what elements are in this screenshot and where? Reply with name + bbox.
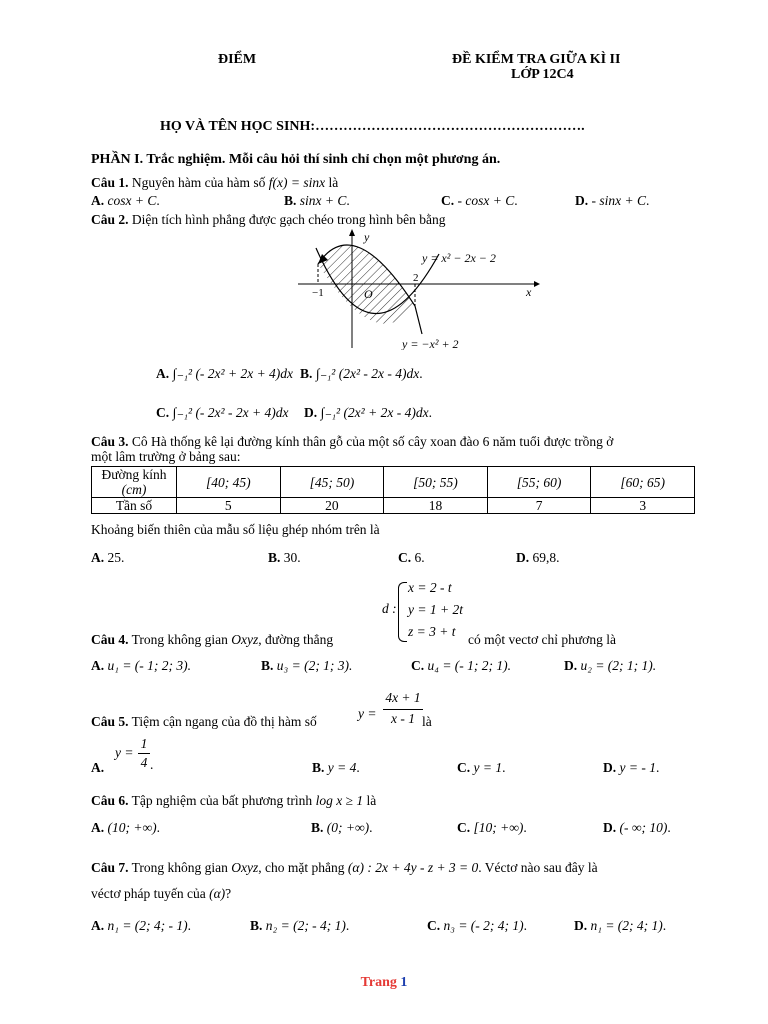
freq-cell: 7 [487,498,591,514]
question-7-line2: véctơ pháp tuyến của (α)? [91,886,232,901]
q3-option-a: A. 25. [91,550,125,565]
page-word: Trang [360,975,401,990]
q6-option-d: D. (- ∞; 10). [603,820,671,835]
q5-option-c: C. y = 1. [457,760,506,775]
question-1: Câu 1. Nguyên hàm của hàm số f(x) = sinx là [91,175,339,190]
interval-cell: [60; 65) [591,467,695,498]
q4-option-b: B. u₃ = (2; 1; 3). [261,658,353,673]
line-name: d : [382,601,397,616]
curve2-label: y = −x² + 2 [402,337,459,350]
exam-title: ĐỀ KIỂM TRA GIỮA KÌ II [452,52,621,67]
q5-numerator: 4x + 1 [385,690,421,705]
frequency-table [91,466,695,514]
q3-option-d: D. 69,8. [516,550,560,565]
q2-option-a: A. ∫₋₁² (- 2x² + 2x + 4)dx [156,366,294,381]
line-eq-y: y = 1 + 2t [408,602,463,617]
q1-function: f(x) = sinx [268,175,326,190]
hatched-region [294,226,560,350]
question-3-line2: một lâm trường ở bảng sau: [91,449,241,464]
question-4: Câu 4. Trong không gian Oxyz, đường thẳng [91,632,334,647]
score-label: ĐIỂM [218,52,257,67]
line-eq-x: x = 2 - t [408,580,452,595]
curve1-label: y = x² − 2x − 2 [422,251,496,265]
question-2: Câu 2. Diện tích hình phẳng được gạch chéo trong hình bên bằng [91,212,446,227]
q3-option-b: B. 30. [268,550,301,565]
q5-fraction-bar [383,709,423,710]
freq-cell: 20 [280,498,384,514]
q5-y-eq: y = [358,706,377,721]
q4-option-c: C. u₄ = (- 1; 2; 1). [411,658,512,673]
q6-option-c: C. [10; +∞). [457,820,527,835]
question-7-line1: Câu 7. Trong không gian Oxyz, cho mặt phẳng (α) : 2x + 4y - z + 3 = 0. Véctơ nào sau đây là [91,860,598,875]
q5-option-a-label: A. [91,760,105,775]
freq-cell: 18 [384,498,488,514]
x-axis-label: x [526,285,532,299]
q6-option-a: A. (10; +∞). [91,820,160,835]
question-6: Câu 6. Tập nghiệm của bất phương trình log x ≥ 1 là [91,793,377,808]
question-3-line1: Câu 3. Cô Hà thống kê lại đường kính thân gỗ của một số cây xoan đào 6 năm tuổi được trồng ở [91,434,614,449]
q5-option-d: D. y = - 1. [603,760,660,775]
q1-option-b: B. sinx + C. [284,193,350,208]
q5-denominator: x - 1 [391,711,415,726]
y-axis-label: y [364,230,370,244]
freq-cell: 3 [591,498,695,514]
q1-option-a: A. cosx + C. [91,193,160,208]
q1-option-d: D. - sinx + C. [575,193,650,208]
table-row-head-diameter: Đường kính (cm) [92,467,177,498]
q7-option-d: D. n₁ = (2; 4; 1). [574,918,667,933]
line-eq-z: z = 3 + t [408,624,456,639]
interval-cell: [55; 60) [487,467,591,498]
q4-option-a: A. u₁ = (- 1; 2; 3). [91,658,192,673]
q7-option-a: A. n₁ = (2; 4; - 1). [91,918,192,933]
interval-cell: [45; 50) [280,467,384,498]
tick-2: 2 [413,272,419,284]
q1-option-c: C. - cosx + C. [441,193,518,208]
class-label: LỚP 12C4 [511,67,574,82]
student-name-label: HỌ VÀ TÊN HỌC SINH:…………………………………………………. [160,119,585,134]
question-5: Câu 5. Tiệm cận ngang của đồ thị hàm số [91,714,317,729]
q6-option-b: B. (0; +∞). [311,820,373,835]
origin-label: O [364,287,373,301]
q5-end: là [422,714,432,729]
q4-end: có một vectơ chỉ phương là [468,632,616,647]
q2-graph [294,226,560,350]
q5-option-b: B. y = 4. [312,760,360,775]
q2-option-c: C. ∫₋₁² (- 2x² - 2x + 4)dx [156,405,289,420]
q4-option-d: D. u₂ = (2; 1; 1). [564,658,657,673]
q7-option-b: B. n₂ = (2; - 4; 1). [250,918,350,933]
page-number: 1 [400,975,408,990]
q3-question: Khoảng biến thiên của mẫu số liệu ghép nhóm trên là [91,522,380,537]
system-brace [398,582,407,642]
q2-option-d: D. ∫₋₁² (2x² + 2x - 4)dx. [304,405,432,420]
page-footer [0,975,768,991]
q7-option-c: C. n₃ = (- 2; 4; 1). [427,918,528,933]
interval-cell: [50; 55) [384,467,488,498]
freq-cell: 5 [177,498,281,514]
tick-neg1: −1 [312,287,324,299]
table-row-head-frequency: Tần số [92,498,177,514]
q2-option-b: B. ∫₋₁² (2x² - 2x - 4)dx. [300,366,423,381]
q3-option-c: C. 6. [398,550,425,565]
interval-cell: [40; 45) [177,467,281,498]
part1-heading: PHẦN I. Trắc nghiệm. Mỗi câu hỏi thí sinh chỉ chọn một phương án. [91,152,501,167]
q1-label: Câu 1. [91,175,129,190]
